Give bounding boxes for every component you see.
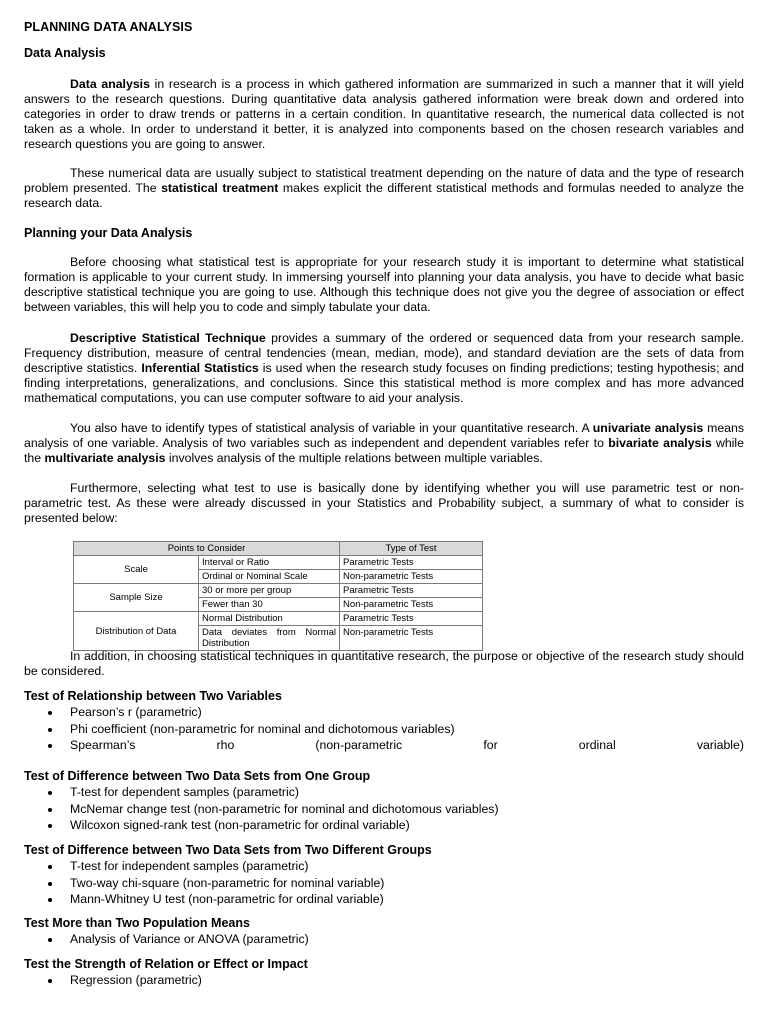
test-type-cell: Parametric Tests	[340, 556, 483, 570]
paragraph-text: involves analysis of the multiple relations between multiple variables.	[165, 451, 543, 465]
term-inferential-statistics: Inferential Statistics	[141, 361, 259, 375]
list-item: Analysis of Variance or ANOVA (parametric)	[24, 932, 744, 949]
document-title: PLANNING DATA ANALYSIS	[24, 20, 193, 34]
criterion-cell: Interval or Ratio	[199, 556, 340, 570]
word: (non-parametric	[315, 738, 403, 752]
test-type-cell: Parametric Tests	[340, 584, 483, 598]
word: for	[483, 738, 498, 752]
heading-planning-data-analysis: Planning your Data Analysis	[24, 226, 193, 240]
test-selection-table	[73, 541, 483, 651]
paragraph-numerical-data	[24, 166, 744, 211]
test-type-cell: Parametric Tests	[340, 612, 483, 626]
header-points-to-consider: Points to Consider	[74, 542, 340, 556]
list-item: Two-way chi-square (non-parametric for nominal variable)	[24, 876, 744, 893]
list-relationship-tests	[24, 705, 744, 755]
paragraph-text: in research is a process in which gathered information are summarized in such a manner that it will yield answers to the research questions. During quantitative data analysis gathered information were break down and ordered into categories in order to draw trends or patterns in a certain condition. In quantitative research, the numerical data collected is not taken as a whole. In order to understand it better, it is analyzed into components based on the chosen research variables and research questions you are going to answer.	[24, 77, 744, 151]
paragraph-descriptive-technique	[24, 331, 744, 406]
term-univariate: univariate analysis	[592, 421, 704, 435]
table-row	[74, 556, 483, 570]
term-data-analysis: Data analysis	[70, 77, 150, 91]
heading-test-relationship: Test of Relationship between Two Variables	[24, 689, 282, 703]
list-item: T-test for independent samples (parametric)	[24, 859, 744, 876]
paragraph-before-choosing: Before choosing what statistical test is appropriate for your research study it is important to determine what statistical formation is applicable to your current study. In immersing yourself into planning your data analysis, you have to decide what basic descriptive statistical technique you are going to use. Although this technique does not give you the degree of association or effect between variables, this will help you to code and simply tabulate your data.	[24, 255, 744, 314]
list-item: T-test for dependent samples (parametric)	[24, 785, 744, 802]
paragraph-variable-analysis	[24, 421, 744, 466]
criterion-cell: 30 or more per group	[199, 584, 340, 598]
paragraph-text: provides a summary of the ordered or sequenced data from your research sample. Frequency distribution, measure of central tendencies (mean, median, mode), and standard deviation are the sets of data from descriptive statistics.	[24, 331, 744, 375]
spread-line	[70, 738, 744, 753]
list-item: McNemar change test (non-parametric for nominal and dichotomous variables)	[24, 802, 744, 819]
test-type-cell: Non-parametric Tests	[340, 626, 483, 651]
criterion-cell: Normal Distribution	[199, 612, 340, 626]
group-label: Scale	[74, 556, 199, 584]
word: ordinal	[578, 738, 616, 752]
test-type-cell: Non-parametric Tests	[340, 570, 483, 584]
group-label: Sample Size	[74, 584, 199, 612]
criterion-cell: Fewer than 30	[199, 598, 340, 612]
table-header-row	[74, 542, 483, 556]
paragraph-selecting-test: Furthermore, selecting what test to use is basically done by identifying whether you will use parametric test or non-parametric test. As these were already discussed in your Statistics and Probability subject, a summary of what to consider is presented below:	[24, 481, 744, 525]
group-label: Distribution of Data	[74, 612, 199, 651]
list-one-group-tests	[24, 785, 744, 835]
criterion-cell: Ordinal or Nominal Scale	[199, 570, 340, 584]
term-multivariate: multivariate analysis	[44, 451, 166, 465]
paragraph-text: These numerical data are usually subject to statistical treatment depending on the nature of data and the type of research problem presented. The	[24, 166, 744, 195]
paragraph-text: You also have to identify types of statistical analysis of variable in your quantitative research. A	[70, 421, 593, 435]
header-type-of-test: Type of Test	[340, 542, 483, 556]
list-item: Phi coefficient (non-parametric for nominal and dichotomous variables)	[24, 722, 744, 739]
word: variable)	[696, 738, 744, 752]
table-row	[74, 584, 483, 598]
heading-test-strength: Test the Strength of Relation or Effect or Impact	[24, 957, 308, 971]
term-statistical-treatment: statistical treatment	[161, 181, 279, 195]
test-type-cell: Non-parametric Tests	[340, 598, 483, 612]
paragraph-data-analysis	[24, 77, 744, 152]
table-row	[74, 612, 483, 626]
list-item: Pearson’s r (parametric)	[24, 705, 744, 722]
term-bivariate: bivariate analysis	[608, 436, 712, 450]
heading-test-one-group: Test of Difference between Two Data Sets from One Group	[24, 769, 371, 783]
criterion-cell: Data deviates from Normal Distribution	[199, 626, 340, 651]
paragraph-text: means analysis of one variable. Analysis of two variables such as independent and dependent variables refer to	[24, 421, 744, 450]
heading-test-means: Test More than Two Population Means	[24, 916, 250, 930]
list-item: Wilcoxon signed-rank test (non-parametric for ordinal variable)	[24, 818, 744, 835]
word: Spearman’s	[70, 738, 136, 752]
paragraph-text: is used when the research study focuses on finding predictions; testing hypothesis; and finding interpretations, generalizations, and conclusions. Since this statistical method is more complex and has more advanced mathematical computations, you can use computer software to aid your analysis.	[24, 361, 744, 405]
list-two-groups-tests	[24, 859, 744, 909]
heading-data-analysis: Data Analysis	[24, 46, 106, 60]
heading-test-two-groups: Test of Difference between Two Data Sets from Two Different Groups	[24, 843, 432, 857]
paragraph-text: while the	[24, 436, 744, 465]
list-means-tests	[24, 932, 744, 949]
paragraph-text: makes explicit the different statistical methods and formulas needed to analyze the research data.	[24, 181, 744, 210]
list-item: Regression (parametric)	[24, 973, 744, 990]
list-item: Mann-Whitney U test (non-parametric for ordinal variable)	[24, 892, 744, 909]
list-item	[24, 738, 744, 755]
list-strength-tests	[24, 973, 744, 990]
term-descriptive-technique: Descriptive Statistical Technique	[70, 331, 266, 345]
word: rho	[216, 738, 235, 752]
paragraph-purpose: In addition, in choosing statistical techniques in quantitative research, the purpose or objective of the research study should be considered.	[24, 649, 744, 678]
